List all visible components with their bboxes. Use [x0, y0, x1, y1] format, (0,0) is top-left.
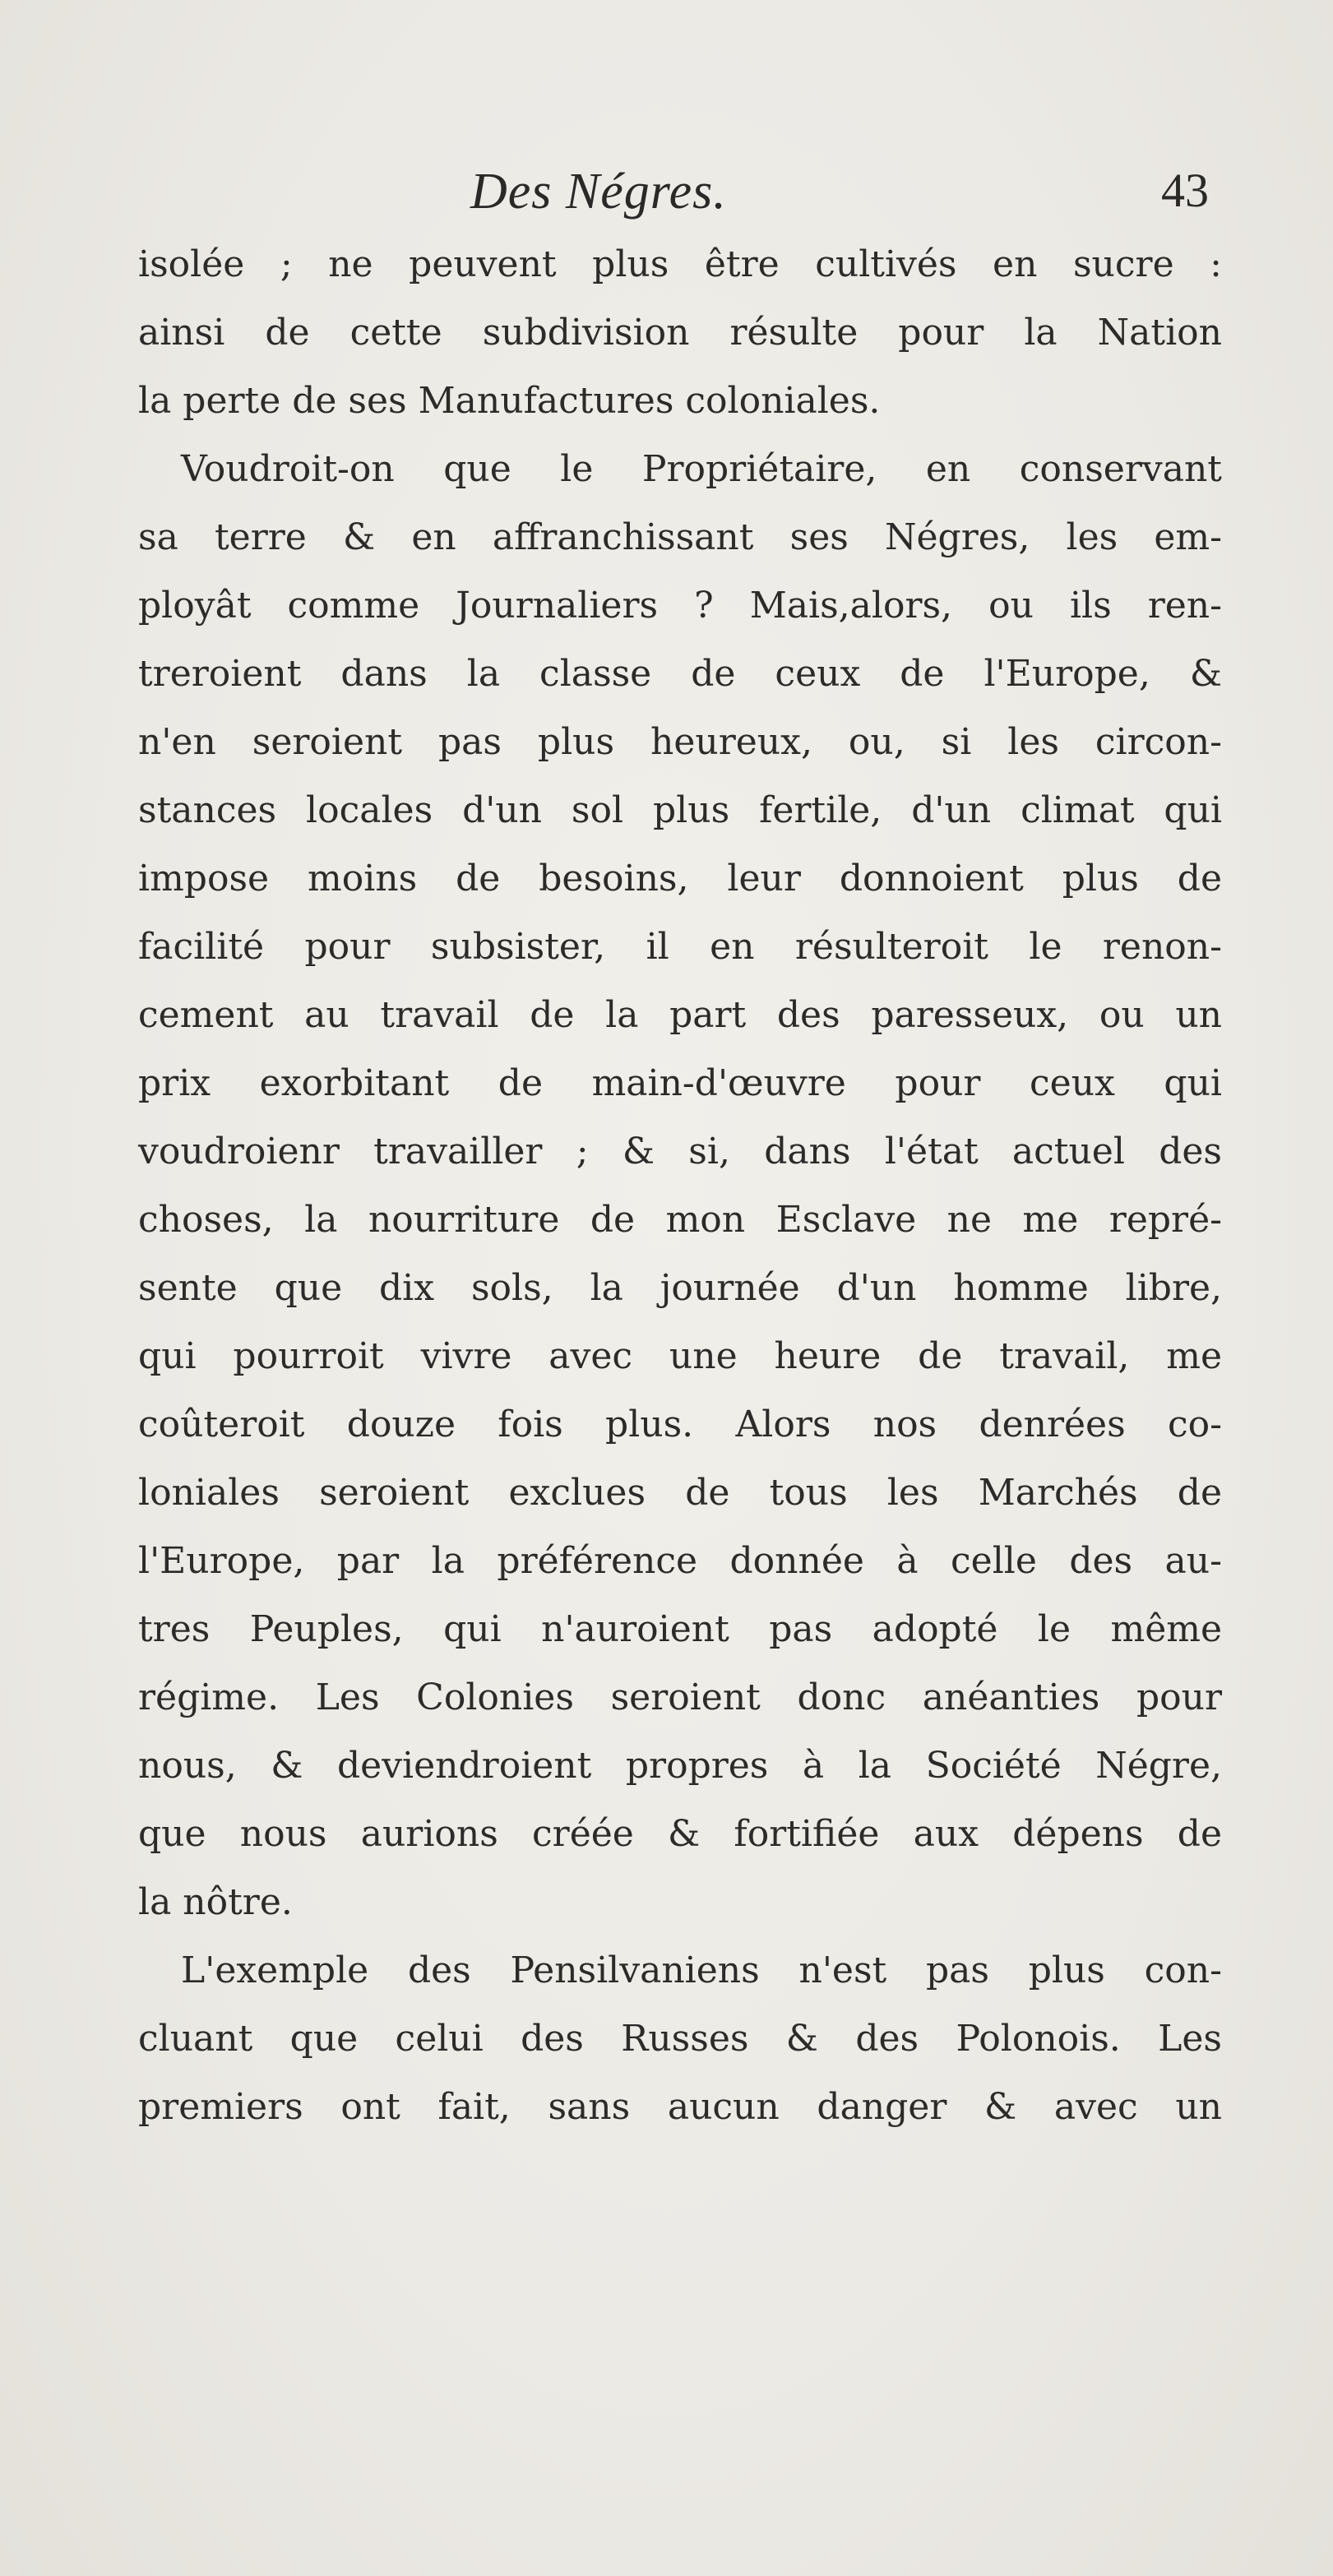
- text-line: treroient dans la classe de ceux de l'Europe, &: [138, 653, 1222, 695]
- text-line: que nous aurions créée & fortifiée aux dépens de: [138, 1813, 1222, 1855]
- text-line: L'exemple des Pensilvaniens n'est pas plus con-: [181, 1949, 1222, 1991]
- text-line: cluant que celui des Russes & des Polonois. Les: [138, 2018, 1222, 2060]
- text-line: Voudroit-on que le Propriétaire, en conservant: [181, 448, 1222, 490]
- text-line: impose moins de besoins, leur donnoient plus de: [138, 858, 1222, 900]
- text-line: sa terre & en affranchissant ses Négres, les em-: [138, 516, 1222, 558]
- text-line: ainsi de cette subdivision résulte pour la Nation: [138, 312, 1222, 354]
- text-line: n'en seroient pas plus heureux, ou, si les circon-: [138, 721, 1222, 763]
- text-line: la nôtre.: [138, 1881, 293, 1923]
- page-header: [452, 163, 1209, 229]
- text-line: sente que dix sols, la journée d'un homme libre,: [138, 1267, 1222, 1309]
- text-line: isolée ; ne peuvent plus être cultivés en sucre :: [138, 243, 1222, 285]
- text-line: choses, la nourriture de mon Esclave ne me repré-: [138, 1199, 1222, 1241]
- body-text: [138, 230, 1222, 2141]
- text-line: prix exorbitant de main-d'œuvre pour ceux qui: [138, 1062, 1222, 1104]
- text-line: cement au travail de la part des paresseux, ou un: [138, 994, 1222, 1036]
- text-line: loniales seroient exclues de tous les Marchés de: [138, 1472, 1222, 1514]
- text-line: voudroienr travailler ; & si, dans l'état actuel des: [138, 1131, 1222, 1172]
- running-title: Des Négres.: [470, 164, 727, 220]
- text-line: régime. Les Colonies seroient donc anéanties pour: [138, 1676, 1222, 1718]
- text-line: stances locales d'un sol plus fertile, d'un climat qui: [138, 789, 1222, 831]
- text-line: tres Peuples, qui n'auroient pas adopté le même: [138, 1608, 1222, 1650]
- text-line: nous, & deviendroient propres à la Société Négre,: [138, 1745, 1222, 1787]
- page-number: 43: [1161, 164, 1209, 217]
- text-line: l'Europe, par la préférence donnée à celle des au-: [138, 1540, 1222, 1582]
- text-line: qui pourroit vivre avec une heure de travail, me: [138, 1335, 1222, 1377]
- text-line: premiers ont fait, sans aucun danger & avec un: [138, 2086, 1222, 2128]
- text-line: la perte de ses Manufactures coloniales.: [138, 380, 881, 422]
- text-line: ployât comme Journaliers ? Mais,alors, ou ils ren-: [138, 585, 1222, 627]
- text-line: facilité pour subsister, il en résulteroit le renon-: [138, 926, 1222, 968]
- text-line: coûteroit douze fois plus. Alors nos denrées co-: [138, 1404, 1222, 1445]
